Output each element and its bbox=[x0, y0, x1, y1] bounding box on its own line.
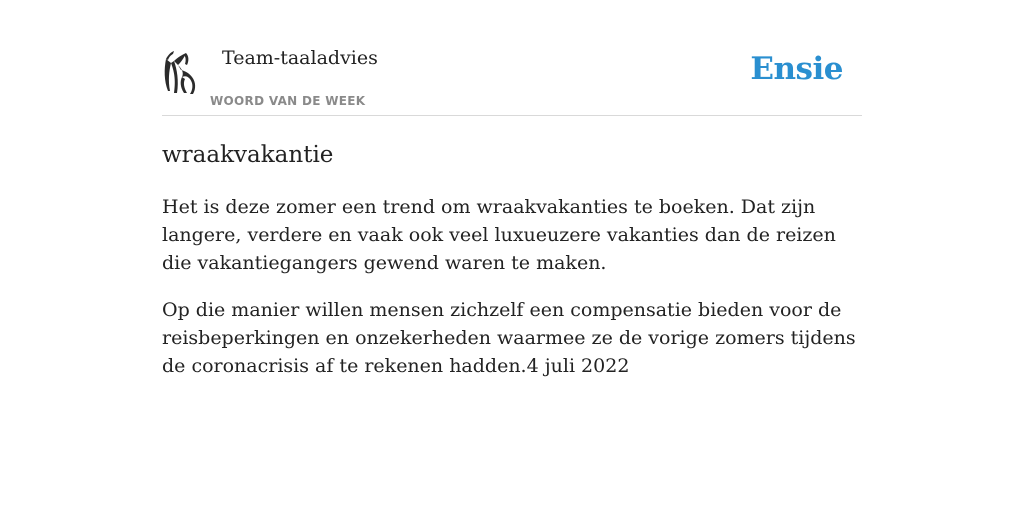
paragraph-with-date bbox=[162, 296, 862, 380]
author-name[interactable]: Team-taaladvies bbox=[222, 47, 378, 69]
brand-logo[interactable]: Ensie bbox=[750, 51, 843, 87]
article-header bbox=[162, 0, 862, 116]
page-title: wraakvakantie bbox=[162, 142, 334, 168]
article-body bbox=[162, 193, 862, 399]
article-card bbox=[162, 0, 862, 377]
paragraph: Het is deze zomer een trend om wraakvakanties te boeken. Dat zijn langere, verdere en vaak ook veel luxueuzere vakanties dan de reizen die vakantiegangers gewend waren te maken. bbox=[162, 196, 836, 274]
flemish-lion-logo-icon bbox=[162, 49, 198, 95]
section-kicker: WOORD VAN DE WEEK bbox=[210, 94, 366, 108]
publish-date: 4 juli 2022 bbox=[526, 355, 630, 377]
paragraph: Op die manier willen mensen zichzelf een compensatie bieden voor de reisbeperkingen en onzekerheden waarmee ze de vorige zomers tijdens de coronacrisis af te rekenen hadden. bbox=[162, 299, 856, 377]
